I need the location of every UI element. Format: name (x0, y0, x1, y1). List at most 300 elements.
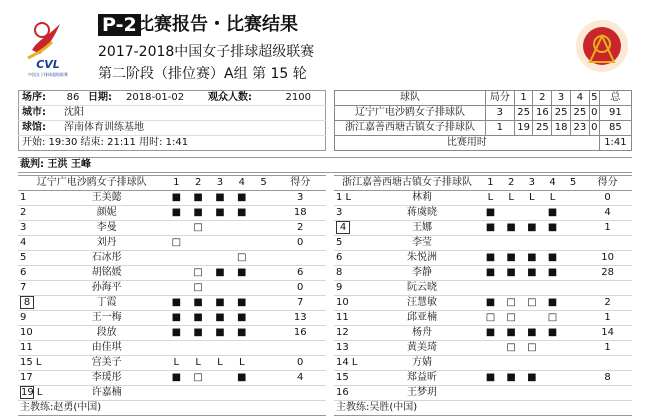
player-number-text: 15 L (20, 357, 42, 368)
score-header-cell: 5 (589, 91, 599, 106)
set-marker: ■ (521, 221, 542, 236)
score-row (335, 121, 632, 136)
player-points: 18 (274, 206, 326, 221)
set-marker: L (187, 356, 209, 371)
set-marker (253, 236, 275, 251)
score-cell: 91 (599, 106, 631, 121)
set-marker (521, 386, 542, 401)
set-marker (521, 356, 542, 371)
set-column-header: 5 (253, 176, 275, 191)
set-marker: ■ (165, 326, 187, 341)
set-marker (187, 341, 209, 356)
set-column-header: 2 (501, 176, 522, 191)
player-name: 黄美琦 (364, 341, 480, 356)
set-marker (501, 236, 522, 251)
set-marker (165, 251, 187, 266)
player-number (334, 206, 364, 221)
set-marker (253, 341, 275, 356)
set-marker: ■ (231, 266, 253, 281)
set-marker (165, 341, 187, 356)
player-number-text: 4 (336, 221, 350, 234)
set-column-header: 3 (209, 176, 231, 191)
score-header (335, 91, 632, 106)
player-name: 胡铭媛 (48, 266, 165, 281)
player-points (583, 386, 632, 401)
player-name: 王一梅 (48, 311, 165, 326)
report-title: 比赛报告・比赛结果 (136, 14, 298, 35)
score-cell: 3 (486, 106, 515, 121)
player-number (334, 371, 364, 386)
set-marker: ■ (501, 266, 522, 281)
set-marker (501, 356, 522, 371)
cvl-logo-sub: 中国女子排球超级联赛 (28, 72, 68, 77)
player-points (583, 356, 632, 371)
player-number (18, 281, 48, 296)
referees: 裁判: 王洪 王峰 (20, 159, 91, 170)
set-marker: ■ (231, 296, 253, 311)
set-marker: ■ (187, 326, 209, 341)
set-marker (563, 386, 583, 401)
player-name: 蒋虞晓 (364, 206, 480, 221)
hall: 浑南体育训练基地 (58, 121, 326, 136)
player-number-text: 5 (20, 252, 27, 263)
player-points: 1 (583, 311, 632, 326)
set-marker (563, 221, 583, 236)
set-marker (209, 371, 231, 386)
player-points: 10 (583, 251, 632, 266)
player-number-text: 5 (336, 237, 343, 248)
player-number (18, 311, 48, 326)
set-marker (563, 326, 583, 341)
player-name: 段放 (48, 326, 165, 341)
player-points: 16 (274, 326, 326, 341)
player-name: 李曼 (48, 221, 165, 236)
report-badge: P-2 (98, 14, 141, 36)
set-marker: ■ (165, 371, 187, 386)
set-column-header: 得分 (583, 176, 632, 191)
score-header-cell: 2 (533, 91, 552, 106)
player-name: 邱亚楠 (364, 311, 480, 326)
player-number (18, 266, 48, 281)
set-marker (231, 281, 253, 296)
table-row (18, 221, 326, 236)
association-logo (572, 14, 632, 78)
player-number (334, 251, 364, 266)
score-header-cell: 局分 (486, 91, 515, 106)
set-marker (480, 236, 501, 251)
table-row (18, 191, 326, 206)
player-name: 许嘉楠 (48, 386, 165, 401)
table-row (334, 356, 632, 371)
set-marker: L (521, 191, 542, 206)
set-marker: □ (542, 311, 563, 326)
player-name: 汪慧敏 (364, 296, 480, 311)
set-marker: L (480, 191, 501, 206)
player-name: 王美懿 (48, 191, 165, 206)
set-marker: ■ (187, 191, 209, 206)
player-name: 颜妮 (48, 206, 165, 221)
player-number (334, 266, 364, 281)
set-marker: ■ (501, 251, 522, 266)
player-name: 林莉 (364, 191, 480, 206)
player-points: 0 (583, 191, 632, 206)
duration: 1:41 (599, 136, 631, 151)
set-marker (563, 356, 583, 371)
set-marker: ■ (187, 311, 209, 326)
player-number-text: 8 (336, 267, 343, 278)
player-number-text: 6 (20, 267, 27, 278)
table-row (18, 206, 326, 221)
player-points: 6 (274, 266, 326, 281)
match-no: 86 (58, 91, 88, 106)
city-label: 城市: (19, 106, 59, 121)
set-marker (521, 236, 542, 251)
set-marker: L (231, 356, 253, 371)
score-cell: 85 (599, 121, 631, 136)
player-number (18, 371, 48, 386)
player-points: 28 (583, 266, 632, 281)
player-number-text: 4 (20, 237, 27, 248)
table-row (18, 341, 326, 356)
table-row (334, 236, 632, 251)
set-marker (563, 281, 583, 296)
set-marker (231, 386, 253, 401)
set-marker: ■ (542, 266, 563, 281)
team-name: 辽宁广电沙鸥女子排球队 (18, 176, 165, 191)
player-number (334, 326, 364, 341)
player-number-text: 1 (20, 192, 27, 203)
cvl-logo (18, 14, 78, 78)
score-cell: 25 (571, 106, 590, 121)
player-points: 0 (274, 356, 326, 371)
table-row (334, 371, 632, 386)
duration-label: 比赛用时 (335, 136, 600, 151)
cvl-logo-text: CVL (36, 58, 60, 71)
team-b-roster (334, 175, 632, 416)
set-marker: ■ (480, 371, 501, 386)
set-marker (209, 251, 231, 266)
set-marker: ■ (231, 326, 253, 341)
set-column-header: 5 (563, 176, 583, 191)
player-number-text: 6 (336, 252, 343, 263)
set-marker: ■ (209, 191, 231, 206)
set-marker (542, 371, 563, 386)
player-number-text: 10 (20, 327, 33, 338)
player-number-text: 19 L (21, 387, 43, 398)
table-row (18, 356, 326, 371)
set-marker: ■ (521, 326, 542, 341)
player-number (334, 296, 364, 311)
set-marker (187, 251, 209, 266)
set-marker (501, 386, 522, 401)
set-marker: ■ (480, 206, 501, 221)
set-marker (209, 221, 231, 236)
set-column-header: 1 (480, 176, 501, 191)
set-marker: □ (165, 236, 187, 251)
score-header-cell: 3 (552, 91, 571, 106)
player-points: 3 (274, 191, 326, 206)
set-marker (563, 341, 583, 356)
set-marker: ■ (480, 266, 501, 281)
set-marker (521, 206, 542, 221)
set-marker: ■ (231, 371, 253, 386)
player-points: 4 (274, 371, 326, 386)
set-marker: ■ (209, 326, 231, 341)
player-name: 郑益昕 (364, 371, 480, 386)
player-name: 李瑗彤 (48, 371, 165, 386)
set-marker (501, 206, 522, 221)
set-marker: ■ (231, 206, 253, 221)
table-row (334, 311, 632, 326)
player-number (18, 296, 48, 311)
set-marker: ■ (521, 251, 542, 266)
score-cell: 1 (486, 121, 515, 136)
set-marker (563, 206, 583, 221)
set-column-header: 1 (165, 176, 187, 191)
set-marker: ■ (501, 371, 522, 386)
set-marker (165, 221, 187, 236)
player-name: 朱悦洲 (364, 251, 480, 266)
player-number-text: 3 (20, 222, 27, 233)
player-points: 2 (583, 296, 632, 311)
set-marker: ■ (521, 371, 542, 386)
player-points: 0 (274, 236, 326, 251)
player-number (18, 221, 48, 236)
set-marker: ■ (187, 206, 209, 221)
player-name: 李莹 (364, 236, 480, 251)
table-row (18, 311, 326, 326)
stage-round: 第二阶段（排位赛）A组 第 15 轮 (98, 66, 307, 82)
set-marker: ■ (209, 266, 231, 281)
spectators-label: 观众人数: (208, 91, 278, 106)
score-cell: 16 (533, 106, 552, 121)
player-name: 王梦玥 (364, 386, 480, 401)
league-name: 2017-2018中国女子排球超级联赛 (98, 44, 315, 60)
set-marker (480, 356, 501, 371)
set-marker (542, 236, 563, 251)
player-number-text: 12 (336, 327, 349, 338)
score-team: 辽宁广电沙鸥女子排球队 (335, 106, 486, 121)
table-row (18, 251, 326, 266)
set-marker: ■ (501, 221, 522, 236)
player-name: 阮云晓 (364, 281, 480, 296)
player-points: 4 (583, 206, 632, 221)
score-cell: 25 (514, 106, 533, 121)
set-marker: ■ (187, 296, 209, 311)
player-name: 丁霞 (48, 296, 165, 311)
score-table (334, 90, 632, 151)
set-marker (563, 191, 583, 206)
player-number (334, 281, 364, 296)
set-column-header: 得分 (274, 176, 326, 191)
score-cell: 0 (589, 121, 599, 136)
player-number (334, 356, 364, 371)
player-points (274, 386, 326, 401)
player-number (334, 341, 364, 356)
set-marker (231, 236, 253, 251)
table-row (18, 326, 326, 341)
player-name: 刘丹 (48, 236, 165, 251)
player-number (18, 236, 48, 251)
set-marker: ■ (231, 191, 253, 206)
table-row (334, 326, 632, 341)
set-marker (253, 206, 275, 221)
table-row (334, 251, 632, 266)
set-marker: ■ (209, 311, 231, 326)
set-marker: □ (501, 296, 522, 311)
set-marker (521, 311, 542, 326)
set-marker (563, 251, 583, 266)
set-marker: ■ (542, 221, 563, 236)
set-marker (542, 341, 563, 356)
set-marker (231, 221, 253, 236)
table-row (18, 371, 326, 386)
player-name: 杨舟 (364, 326, 480, 341)
set-marker (253, 371, 275, 386)
score-header-cell: 1 (514, 91, 533, 106)
set-marker (542, 386, 563, 401)
set-marker: ■ (521, 266, 542, 281)
match-date: 2018-01-02 (126, 91, 208, 106)
player-name: 李静 (364, 266, 480, 281)
table-row (334, 281, 632, 296)
head-coach: 主教练:吴胜(中国) (334, 401, 632, 416)
team-a-roster (18, 175, 326, 416)
set-marker: ■ (542, 296, 563, 311)
set-marker: □ (231, 251, 253, 266)
set-marker: □ (501, 341, 522, 356)
player-number-text: 9 (336, 282, 343, 293)
player-number (18, 356, 48, 371)
set-marker: ■ (480, 221, 501, 236)
set-marker (253, 356, 275, 371)
set-column-header: 2 (187, 176, 209, 191)
set-marker: ■ (542, 326, 563, 341)
set-column-header: 4 (231, 176, 253, 191)
player-number (334, 221, 364, 236)
player-points (583, 281, 632, 296)
score-header-cell: 球队 (335, 91, 486, 106)
player-points (583, 236, 632, 251)
player-number-text: 8 (20, 296, 34, 309)
date-label: 日期: (88, 91, 126, 106)
player-points: 14 (583, 326, 632, 341)
set-marker: □ (521, 296, 542, 311)
table-row (18, 296, 326, 311)
set-marker: ■ (542, 206, 563, 221)
player-points: 1 (583, 341, 632, 356)
score-team: 浙江嘉善西塘古镇女子排球队 (335, 121, 486, 136)
set-column-header: 3 (521, 176, 542, 191)
table-row (334, 221, 632, 236)
player-number (18, 206, 48, 221)
player-number-text: 14 L (336, 357, 358, 368)
player-number (18, 341, 48, 356)
set-marker (542, 356, 563, 371)
table-row (334, 206, 632, 221)
table-row (334, 191, 632, 206)
set-marker (165, 386, 187, 401)
match-no-label: 场序: (19, 91, 59, 106)
set-marker (253, 191, 275, 206)
spectators: 2100 (278, 91, 326, 106)
score-cell: 23 (571, 121, 590, 136)
head-coach: 主教练:赵勇(中国) (18, 401, 326, 416)
set-marker (563, 236, 583, 251)
set-marker (209, 236, 231, 251)
player-number-text: 2 (20, 207, 27, 218)
set-marker (480, 386, 501, 401)
player-number-text: 17 (20, 372, 33, 383)
player-number (18, 386, 48, 401)
player-number (334, 236, 364, 251)
set-marker (253, 311, 275, 326)
team-name: 浙江嘉善西塘古镇女子排球队 (334, 176, 480, 191)
set-marker (209, 341, 231, 356)
player-points (274, 251, 326, 266)
coach-row (334, 401, 632, 416)
player-number (18, 251, 48, 266)
player-number (334, 386, 364, 401)
set-marker (253, 296, 275, 311)
score-row (335, 106, 632, 121)
set-marker: ■ (165, 296, 187, 311)
set-marker (521, 281, 542, 296)
player-name: 王娜 (364, 221, 480, 236)
set-marker (501, 281, 522, 296)
player-points: 8 (583, 371, 632, 386)
score-cell: 18 (552, 121, 571, 136)
set-marker (480, 341, 501, 356)
set-marker: L (501, 191, 522, 206)
player-number (18, 326, 48, 341)
score-cell: 25 (552, 106, 571, 121)
table-row (18, 236, 326, 251)
set-marker: □ (480, 311, 501, 326)
set-marker (253, 266, 275, 281)
match-info (18, 90, 326, 151)
hall-label: 球馆: (19, 121, 59, 136)
score-header-cell: 总 (599, 91, 631, 106)
set-marker: ■ (542, 251, 563, 266)
score-cell: 25 (533, 121, 552, 136)
set-marker: □ (187, 281, 209, 296)
player-number-text: 15 (336, 372, 349, 383)
set-marker: ■ (165, 311, 187, 326)
score-header-cell: 4 (571, 91, 590, 106)
player-number (334, 191, 364, 206)
score-cell: 19 (514, 121, 533, 136)
player-number-text: 9 (20, 312, 27, 323)
set-marker (187, 236, 209, 251)
set-marker (165, 281, 187, 296)
table-row (334, 341, 632, 356)
player-number-text: 11 (336, 312, 349, 323)
set-marker: ■ (480, 326, 501, 341)
player-name: 孙海平 (48, 281, 165, 296)
player-points: 0 (274, 281, 326, 296)
set-marker: L (209, 356, 231, 371)
set-marker (231, 341, 253, 356)
set-marker (209, 281, 231, 296)
set-marker (563, 371, 583, 386)
table-row (18, 386, 326, 401)
set-marker: ■ (209, 296, 231, 311)
score-cell: 0 (589, 106, 599, 121)
table-row (18, 266, 326, 281)
set-marker: □ (521, 341, 542, 356)
set-marker (253, 221, 275, 236)
